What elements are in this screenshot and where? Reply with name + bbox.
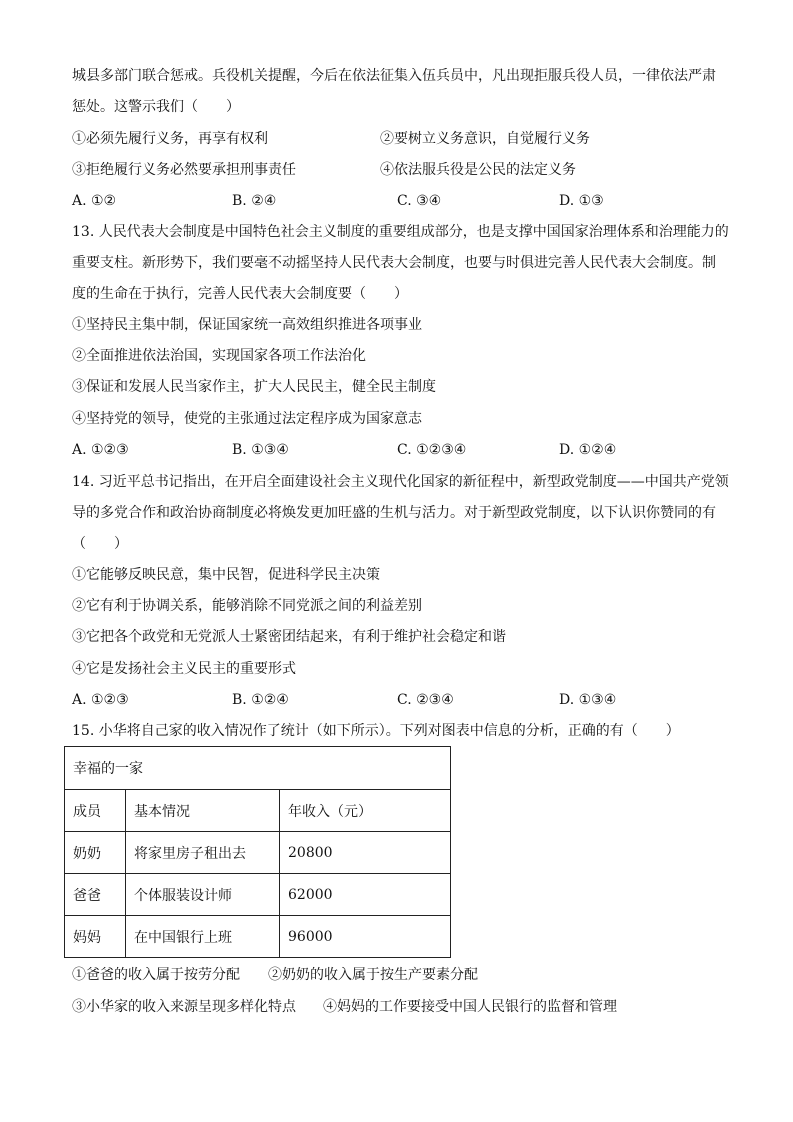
- q12-option-b[interactable]: B. ②④: [232, 193, 277, 209]
- q12-option-d[interactable]: D. ①③: [559, 193, 604, 209]
- q13-stem-line3: 度的生命在于执行，完善人民代表大会制度要（ ）: [72, 286, 408, 302]
- q13-option-b[interactable]: B. ①③④: [232, 442, 289, 458]
- q13-stem-line2: 重要支柱。新形势下，我们要毫不动摇坚持人民代表大会制度，也要与时俱进完善人民代表大会制度。制: [72, 255, 716, 271]
- q14-statement-1: ①它能够反映民意，集中民智，促进科学民主决策: [72, 567, 380, 583]
- table-cell-member: 妈妈: [65, 916, 126, 958]
- q12-options: [72, 191, 722, 211]
- q12-statement-1: ①必须先履行义务，再享有权利: [72, 131, 268, 147]
- q14-option-b[interactable]: B. ①②④: [232, 692, 289, 708]
- table-title: 幸福的一家: [65, 747, 451, 790]
- q14-statement-3: ③它把各个政党和无党派人士紧密团结起来，有利于维护社会稳定和谐: [72, 629, 506, 645]
- q14-stem-line2: 导的多党合作和政治协商制度必将焕发更加旺盛的生机与活力。对于新型政党制度，以下认识你赞同的有: [72, 505, 716, 521]
- q14-stem-line3: （ ）: [72, 536, 128, 552]
- q15-statement-2: ②奶奶的收入属于按生产要素分配: [268, 967, 478, 983]
- table-cell-income: 20800: [280, 832, 451, 874]
- table-cell-info: 在中国银行上班: [126, 916, 280, 958]
- q13-option-c[interactable]: C. ①②③④: [397, 442, 467, 458]
- table-header-row: [65, 790, 451, 832]
- q13-options: [72, 440, 722, 460]
- income-table: [64, 746, 451, 958]
- q12-statement-3: ③拒绝履行义务必然要承担刑事责任: [72, 162, 296, 178]
- q14-statement-4: ④它是发扬社会主义民主的重要形式: [72, 661, 296, 677]
- table-header-income: 年收入（元）: [280, 790, 451, 832]
- q15-statement-3: ③小华家的收入来源呈现多样化特点: [72, 999, 296, 1015]
- q13-option-d[interactable]: D. ①②④: [559, 442, 617, 458]
- table-row: [65, 832, 451, 874]
- q14-stem-line1: 14. 习近平总书记指出，在开启全面建设社会主义现代化国家的新征程中，新型政党制度——中国共产党领: [72, 474, 729, 490]
- q14-option-a[interactable]: A. ①②③: [72, 692, 129, 708]
- q12-statement-4: ④依法服兵役是公民的法定义务: [380, 162, 576, 178]
- q13-statement-1: ①坚持民主集中制，保证国家统一高效组织推进各项事业: [72, 317, 422, 333]
- table-row: [65, 916, 451, 958]
- q13-statement-3: ③保证和发展人民当家作主，扩大人民民主，健全民主制度: [72, 379, 436, 395]
- q12-option-a[interactable]: A. ①②: [72, 193, 117, 209]
- q15-statement-1: ①爸爸的收入属于按劳分配: [72, 967, 240, 983]
- q15-stem-line1: 15. 小华将自己家的收入情况作了统计（如下所示）。下列对图表中信息的分析，正确的有（ ）: [72, 723, 680, 739]
- table-cell-member: 奶奶: [65, 832, 126, 874]
- table-cell-info: 将家里房子租出去: [126, 832, 280, 874]
- table-cell-member: 爸爸: [65, 874, 126, 916]
- table-cell-info: 个体服装设计师: [126, 874, 280, 916]
- q12-stem-line1: 城县多部门联合惩戒。兵役机关提醒，今后在依法征集入伍兵员中，凡出现拒服兵役人员，一律依法严肃: [72, 68, 716, 84]
- q13-statement-2: ②全面推进依法治国，实现国家各项工作法治化: [72, 348, 366, 364]
- table-cell-income: 96000: [280, 916, 451, 958]
- q14-statement-2: ②它有利于协调关系，能够消除不同党派之间的利益差别: [72, 598, 422, 614]
- q14-option-d[interactable]: D. ①③④: [559, 692, 617, 708]
- q13-stem-line1: 13. 人民代表大会制度是中国特色社会主义制度的重要组成部分，也是支撑中国国家治理体系和治理能力的: [72, 224, 729, 240]
- table-header-info: 基本情况: [126, 790, 280, 832]
- q13-option-a[interactable]: A. ①②③: [72, 442, 129, 458]
- q15-statement-4: ④妈妈的工作要接受中国人民银行的监督和管理: [323, 999, 617, 1015]
- q12-stem-line2: 惩处。这警示我们（ ）: [72, 99, 240, 115]
- q14-options: [72, 690, 722, 710]
- table-row: [65, 874, 451, 916]
- table-cell-income: 62000: [280, 874, 451, 916]
- table-header-member: 成员: [65, 790, 126, 832]
- q12-statement-2: ②要树立义务意识，自觉履行义务: [380, 131, 590, 147]
- table-title-row: [65, 747, 451, 790]
- q14-option-c[interactable]: C. ②③④: [397, 692, 454, 708]
- q13-statement-4: ④坚持党的领导，使党的主张通过法定程序成为国家意志: [72, 411, 422, 427]
- q12-option-c[interactable]: C. ③④: [397, 193, 442, 209]
